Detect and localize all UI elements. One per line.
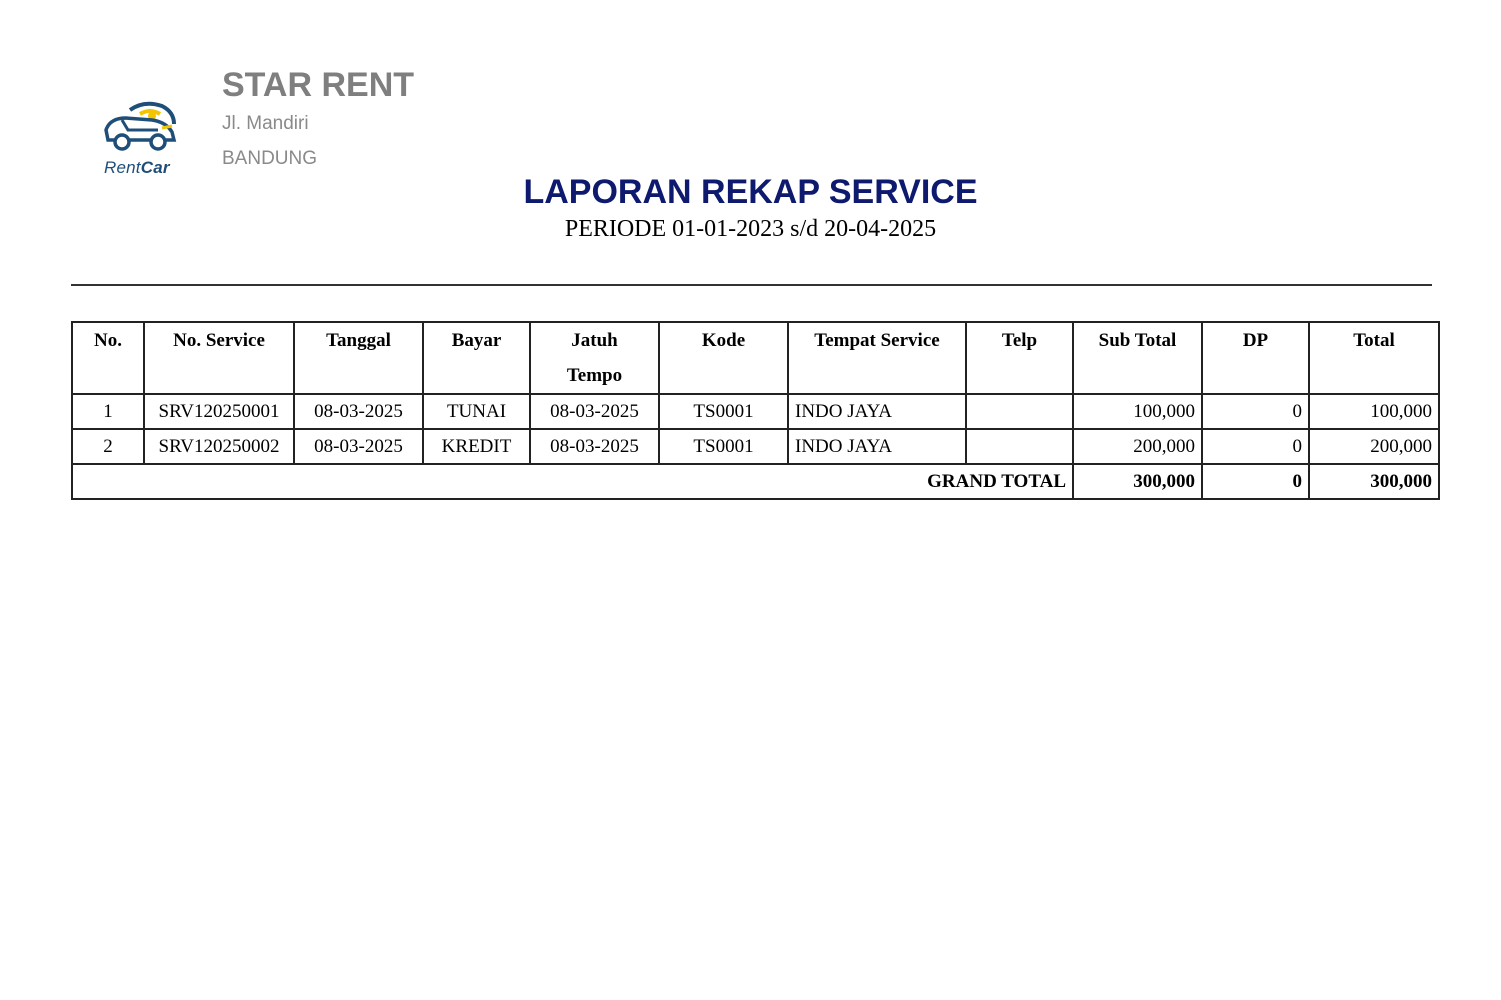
report-period: PERIODE 01-01-2023 s/d 20-04-2025 — [564, 216, 937, 242]
col-header-no: No. — [72, 322, 144, 394]
grand-total-dp: 0 — [1202, 464, 1309, 499]
table-row — [72, 429, 1439, 464]
cell-dp: 0 — [1202, 394, 1309, 429]
col-header-tanggal: Tanggal — [294, 322, 423, 394]
cell-bayar: KREDIT — [423, 429, 530, 464]
cell-no: 2 — [72, 429, 144, 464]
col-header-dp: DP — [1202, 322, 1309, 394]
grand-total-total: 300,000 — [1309, 464, 1439, 499]
col-header-total: Total — [1309, 322, 1439, 394]
cell-no: 1 — [72, 394, 144, 429]
col-header-jatuh: Jatuh — [571, 330, 618, 351]
company-address-street: Jl. Mandiri — [222, 113, 309, 134]
cell-kode: TS0001 — [659, 429, 788, 464]
col-header-no-service: No. Service — [144, 322, 294, 394]
cell-total: 200,000 — [1309, 429, 1439, 464]
cell-telp — [966, 394, 1073, 429]
grand-total-row — [72, 464, 1439, 499]
cell-bayar: TUNAI — [423, 394, 530, 429]
col-header-jatuh-tempo — [530, 322, 659, 394]
grand-total-label: GRAND TOTAL — [72, 464, 1073, 499]
cell-jatuh-tempo: 08-03-2025 — [530, 394, 659, 429]
col-header-kode: Kode — [659, 322, 788, 394]
cell-tanggal: 08-03-2025 — [294, 394, 423, 429]
col-header-sub-total: Sub Total — [1073, 322, 1202, 394]
table-header-row — [72, 322, 1439, 394]
table-row — [72, 394, 1439, 429]
header-divider — [71, 284, 1432, 286]
col-header-tempat-service: Tempat Service — [788, 322, 966, 394]
cell-tempat-service: INDO JAYA — [788, 394, 966, 429]
cell-total: 100,000 — [1309, 394, 1439, 429]
company-name: STAR RENT — [222, 66, 415, 104]
cell-jatuh-tempo: 08-03-2025 — [530, 429, 659, 464]
service-report-table — [71, 321, 1440, 500]
report-title: LAPORAN REKAP SERVICE — [523, 173, 978, 211]
grand-total-sub-total: 300,000 — [1073, 464, 1202, 499]
cell-sub-total: 200,000 — [1073, 429, 1202, 464]
cell-no-service: SRV120250002 — [144, 429, 294, 464]
logo-word-rent: Rent — [104, 158, 141, 177]
logo-word-car: Car — [140, 158, 170, 177]
cell-kode: TS0001 — [659, 394, 788, 429]
cell-tempat-service: INDO JAYA — [788, 429, 966, 464]
cell-dp: 0 — [1202, 429, 1309, 464]
cell-sub-total: 100,000 — [1073, 394, 1202, 429]
cell-telp — [966, 429, 1073, 464]
company-address-city: BANDUNG — [222, 148, 318, 169]
cell-tanggal: 08-03-2025 — [294, 429, 423, 464]
col-header-telp: Telp — [966, 322, 1073, 394]
car-logo-icon — [100, 100, 180, 158]
col-header-bayar: Bayar — [423, 322, 530, 394]
rentcar-logo — [100, 100, 190, 182]
cell-no-service: SRV120250001 — [144, 394, 294, 429]
col-header-tempo: Tempo — [566, 365, 623, 386]
